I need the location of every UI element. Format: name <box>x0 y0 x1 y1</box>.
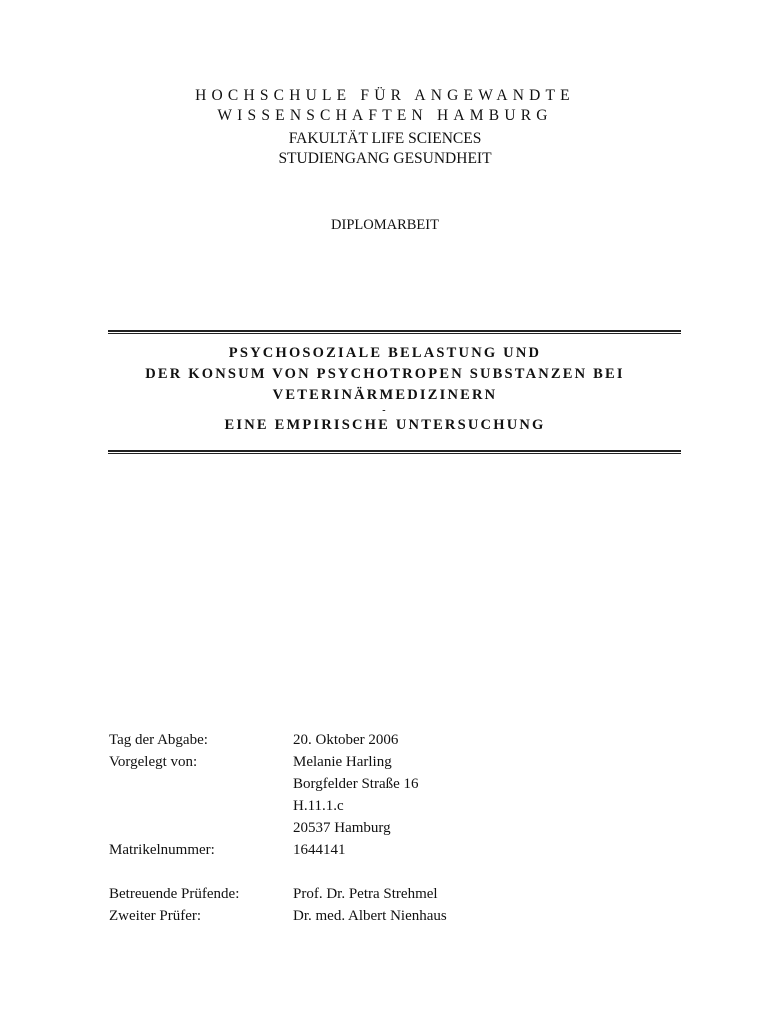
top-rule <box>108 330 681 334</box>
submission-value: 20. Oktober 2006 <box>293 732 399 748</box>
matriculation-value: 1644141 <box>293 842 346 858</box>
submission-label: Tag der Abgabe: <box>109 732 208 748</box>
title-line-2: DER KONSUM VON PSYCHOTROPEN SUBSTANZEN BEI <box>145 366 625 382</box>
info-row-supervisor <box>109 883 447 905</box>
thesis-title <box>0 343 770 436</box>
document-type: DIPLOMARBEIT <box>331 217 439 233</box>
info-row-matriculation <box>109 839 447 861</box>
info-row-author <box>109 751 447 773</box>
matriculation-label: Matrikelnummer: <box>109 842 215 858</box>
program-name: STUDIENGANG GESUNDHEIT <box>278 150 492 167</box>
address-street: Borgfelder Straße 16 <box>293 776 419 792</box>
title-subtitle: EINE EMPIRISCHE UNTERSUCHUNG <box>224 417 546 433</box>
thesis-info <box>109 729 447 927</box>
info-row-second-examiner <box>109 905 447 927</box>
faculty-name: FAKULTÄT LIFE SCIENCES <box>288 130 482 147</box>
supervisor-label: Betreuende Prüfende: <box>109 886 240 902</box>
address-unit: H.11.1.c <box>293 798 344 814</box>
title-line-1: PSYCHOSOZIALE BELASTUNG UND <box>228 345 542 361</box>
info-row-city <box>109 817 447 839</box>
second-examiner-label: Zweiter Prüfer: <box>109 908 202 924</box>
info-row-unit <box>109 795 447 817</box>
title-separator: - <box>382 405 388 416</box>
supervisor-value: Prof. Dr. Petra Strehmel <box>293 886 438 902</box>
bottom-rule <box>108 450 681 454</box>
address-city: 20537 Hamburg <box>293 820 391 836</box>
university-line-1: HOCHSCHULE FÜR ANGEWANDTE <box>195 87 575 104</box>
university-line-2: WISSENSCHAFTEN HAMBURG <box>217 107 553 124</box>
author-name: Melanie Harling <box>293 754 392 770</box>
info-row-street <box>109 773 447 795</box>
faculty-block <box>0 129 770 169</box>
university-name <box>0 86 770 126</box>
info-row-submission <box>109 729 447 751</box>
title-line-3: VETERINÄRMEDIZINERN <box>272 387 498 403</box>
submitted-by-label: Vorgelegt von: <box>109 754 198 770</box>
second-examiner-value: Dr. med. Albert Nienhaus <box>293 908 447 924</box>
